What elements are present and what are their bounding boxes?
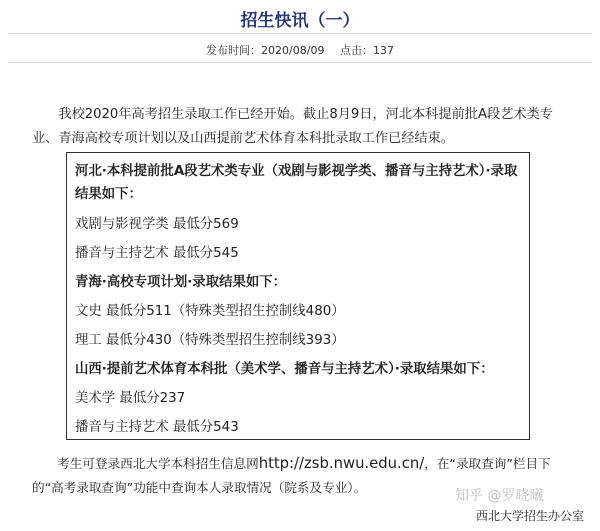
- footer-text-after: ，在“录取查询”栏目下的“高考录取查询”功能中查询本人录取情况（院系及专业）。: [32, 456, 551, 495]
- hebei-heading-line2: 结果如下：: [75, 187, 142, 202]
- result-item-shanxi-1: 美术学 最低分237: [75, 391, 186, 406]
- footer-text-before: 考生可登录西北大学本科招生信息网: [57, 456, 259, 471]
- shanxi-heading: 山西·提前艺术体育本科批（美术学、播音与主持艺术）·录取结果如下：: [75, 362, 494, 377]
- result-item-qinghai-2: 理工 最低分430（特殊类型招生控制线393）: [75, 333, 345, 348]
- click-count: 点击：137: [339, 44, 394, 57]
- intro-paragraph: 我校2020年高考招生录取工作已经开始。截止8月9日，河北本科提前批A段艺术类专业、青海高校专项计划以及山西提前艺术体育本科批录取工作已经结束。: [32, 107, 553, 146]
- signature: 西北大学招生办公室: [475, 509, 584, 523]
- result-item-qinghai-1: 文史 最低分511（特殊类型招生控制线480）: [75, 304, 345, 319]
- admissions-site-url: http://zsb.nwu.edu.cn/: [258, 455, 425, 472]
- watermark: 知乎 @罗晓曦: [455, 488, 544, 504]
- publish-meta: [0, 42, 600, 58]
- qinghai-heading: 青海·高校专项计划·录取结果如下：: [75, 275, 287, 290]
- title-divider: [8, 33, 592, 34]
- result-item-shanxi-2: 播音与主持艺术 最低分543: [75, 420, 239, 435]
- result-item-hebei-2: 播音与主持艺术 最低分545: [75, 246, 239, 261]
- publish-date: 发布时间：2020/08/09: [206, 44, 325, 57]
- page-title: 招生快讯（一）: [240, 11, 360, 31]
- meta-divider: [8, 62, 592, 63]
- results-box: [66, 152, 530, 440]
- result-item-hebei-1: 戏剧与影视学类 最低分569: [75, 217, 239, 232]
- hebei-heading-line1: 河北·本科提前批A段艺术类专业（戏剧与影视学类、播音与主持艺术）·录取: [75, 164, 518, 179]
